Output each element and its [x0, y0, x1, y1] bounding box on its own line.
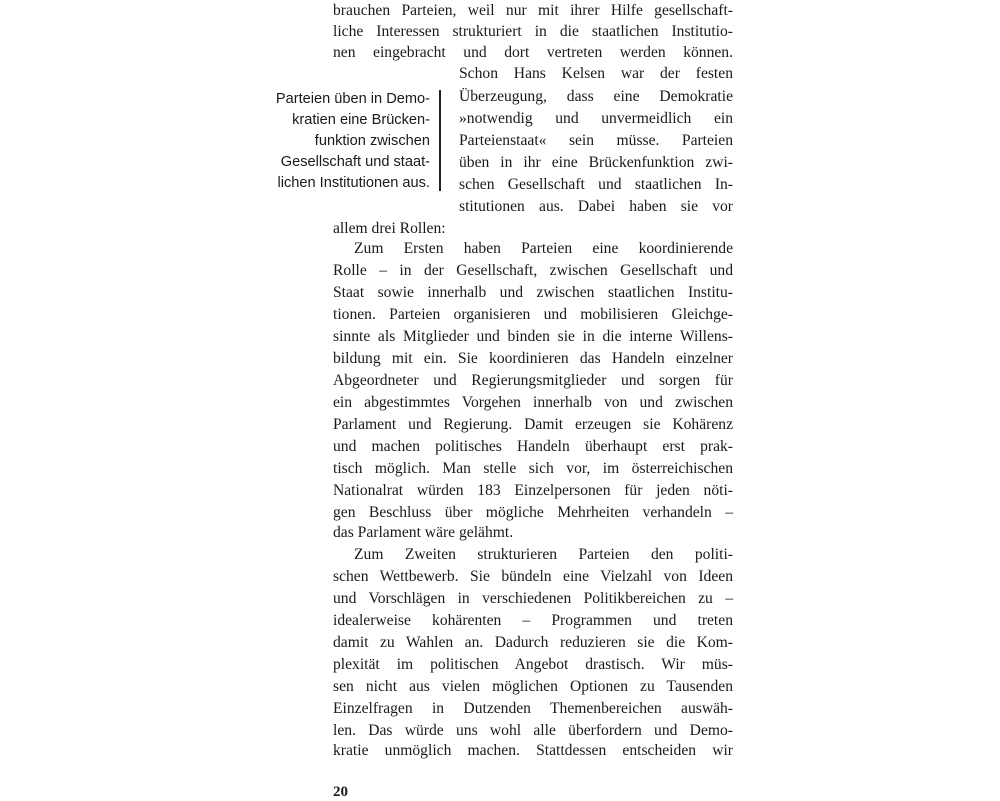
margin-note-line: funktion zwischen	[314, 133, 430, 149]
body-line: Parteienstaat« sein müsse. Parteien	[459, 132, 733, 149]
body-line: tisch möglich. Man stelle sich vor, im österreichischen	[333, 460, 733, 477]
margin-note-line: Parteien üben in Demo-	[275, 91, 430, 107]
body-line: len. Das würde uns wohl alle überfordern und Demo-	[333, 722, 733, 739]
body-line: bildung mit ein. Sie koordinieren das Handeln einzelner	[333, 350, 733, 367]
body-line: schen Wettbewerb. Sie bündeln eine Vielzahl von Ideen	[333, 568, 733, 585]
body-line: idealerweise kohärenten – Programmen und treten	[333, 612, 733, 629]
body-line: Einzelfragen in Dutzenden Themenbereichen auswäh-	[333, 700, 733, 717]
body-line: »notwendig und unvermeidlich ein	[459, 110, 733, 127]
body-line: Abgeordneter und Regierungsmitglieder und sorgen für	[333, 372, 733, 389]
body-line: und machen politisches Handeln überhaupt erst prak-	[333, 438, 733, 455]
body-line: brauchen Parteien, weil nur mit ihrer Hilfe gesellschaft-	[333, 2, 733, 19]
body-line: liche Interessen strukturiert in die staatlichen Institutio-	[333, 23, 733, 40]
body-line: nen eingebracht und dort vertreten werden können.	[333, 44, 733, 61]
body-line: gen Beschluss über mögliche Mehrheiten verhandeln –	[333, 504, 733, 521]
body-line: Schon Hans Kelsen war der festen	[459, 65, 733, 82]
body-line: Parlament und Regierung. Damit erzeugen sie Kohärenz	[333, 416, 733, 433]
body-line: Zum Ersten haben Parteien eine koordinierende	[354, 240, 733, 257]
body-line: üben in ihr eine Brückenfunktion zwi-	[459, 154, 733, 171]
body-line: und Vorschlägen in verschiedenen Politikbereichen zu –	[333, 590, 733, 607]
body-line: Rolle – in der Gesellschaft, zwischen Gesellschaft und	[333, 262, 733, 279]
margin-note-rule	[439, 90, 441, 191]
body-line: sen nicht aus vielen möglichen Optionen zu Tausenden	[333, 678, 733, 695]
page-number: 20	[333, 784, 348, 800]
body-line: sinnte als Mitglieder und binden sie in die interne Willens-	[333, 328, 733, 345]
body-line: schen Gesellschaft und staatlichen In-	[459, 176, 733, 193]
body-line: tionen. Parteien organisieren und mobilisieren Gleichge-	[333, 306, 733, 323]
margin-note-line: lichen Institutionen aus.	[277, 175, 430, 191]
body-line: ein abgestimmtes Vorgehen innerhalb von und zwischen	[333, 394, 733, 411]
body-line: Staat sowie innerhalb und zwischen staatlichen Institu-	[333, 284, 733, 301]
body-line: plexität im politischen Angebot drastisch. Wir müs-	[333, 656, 733, 673]
body-line: damit zu Wahlen an. Dadurch reduzieren sie die Kom-	[333, 634, 733, 651]
body-line: das Parlament wäre gelähmt.	[333, 524, 514, 541]
margin-note-line: kratien eine Brücken-	[292, 112, 430, 128]
body-line: allem drei Rollen:	[333, 220, 446, 237]
body-line: Nationalrat würden 183 Einzelpersonen für jeden nöti-	[333, 482, 733, 499]
body-line: stitutionen aus. Dabei haben sie vor	[459, 198, 733, 215]
margin-note-line: Gesellschaft und staat-	[280, 154, 430, 170]
body-line: Überzeugung, dass eine Demokratie	[459, 88, 733, 105]
body-line: Zum Zweiten strukturieren Parteien den politi-	[354, 546, 733, 563]
body-line: kratie unmöglich machen. Stattdessen entscheiden wir	[333, 742, 733, 759]
